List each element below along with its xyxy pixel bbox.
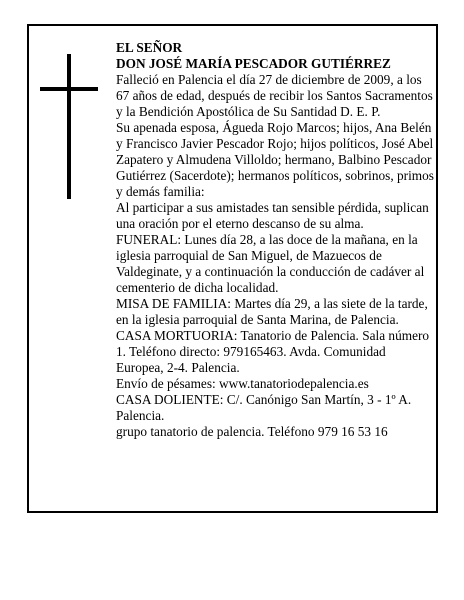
cross-icon [40, 54, 98, 199]
family-home-address: CASA DOLIENTE: C/. Canónigo San Martín, 3 - 1º A. Palencia. [116, 392, 412, 423]
family-mass-info: MISA DE FAMILIA: Martes día 29, a las siete de la tarde, en la iglesia parroquial de Santa Marina, de Palencia. [116, 296, 428, 327]
obituary-notice [27, 24, 438, 513]
deceased-name: DON JOSÉ MARÍA PESCADOR GUTIÉRREZ [116, 56, 391, 71]
family-members: Su apenada esposa, Águeda Rojo Marcos; hijos, Ana Belén y Francisco Javier Pescador Rojo; hijos políticos, José Abel Zapatero y Almudena Villoldo; hermano, Balbino Pescador Gutiérrez (Sacerdote); hermanos políticos, sobrinos, primos y demás familia: [116, 120, 434, 199]
notice-text [116, 40, 434, 440]
funeral-group-contact: grupo tanatorio de palencia. Teléfono 979 16 53 16 [116, 424, 388, 439]
funeral-home-info: CASA MORTUORIA: Tanatorio de Palencia. Sala número 1. Teléfono directo: 979165463. Avda. Comunidad Europea, 2-4. Palencia. [116, 328, 430, 375]
cross-vertical-bar [67, 54, 71, 199]
condolences-website: Envío de pésames: www.tanatoriodepalencia.es [116, 376, 369, 391]
cross-horizontal-bar [40, 87, 98, 91]
funeral-info: FUNERAL: Lunes día 28, a las doce de la mañana, en la iglesia parroquial de San Miguel, de Mazuecos de Valdeginate, y a continuación la conducción de cadáver al cementerio de dicha localidad. [116, 232, 425, 295]
prayer-request: Al participar a sus amistades tan sensible pérdida, suplican una oración por el eterno descanso de su alma. [116, 200, 429, 231]
death-announcement: Falleció en Palencia el día 27 de diciembre de 2009, a los 67 años de edad, después de recibir los Santos Sacramentos y la Bendición Apostólica de Su Santidad D. E. P. [116, 72, 433, 119]
notice-title-line1: EL SEÑOR [116, 40, 183, 55]
